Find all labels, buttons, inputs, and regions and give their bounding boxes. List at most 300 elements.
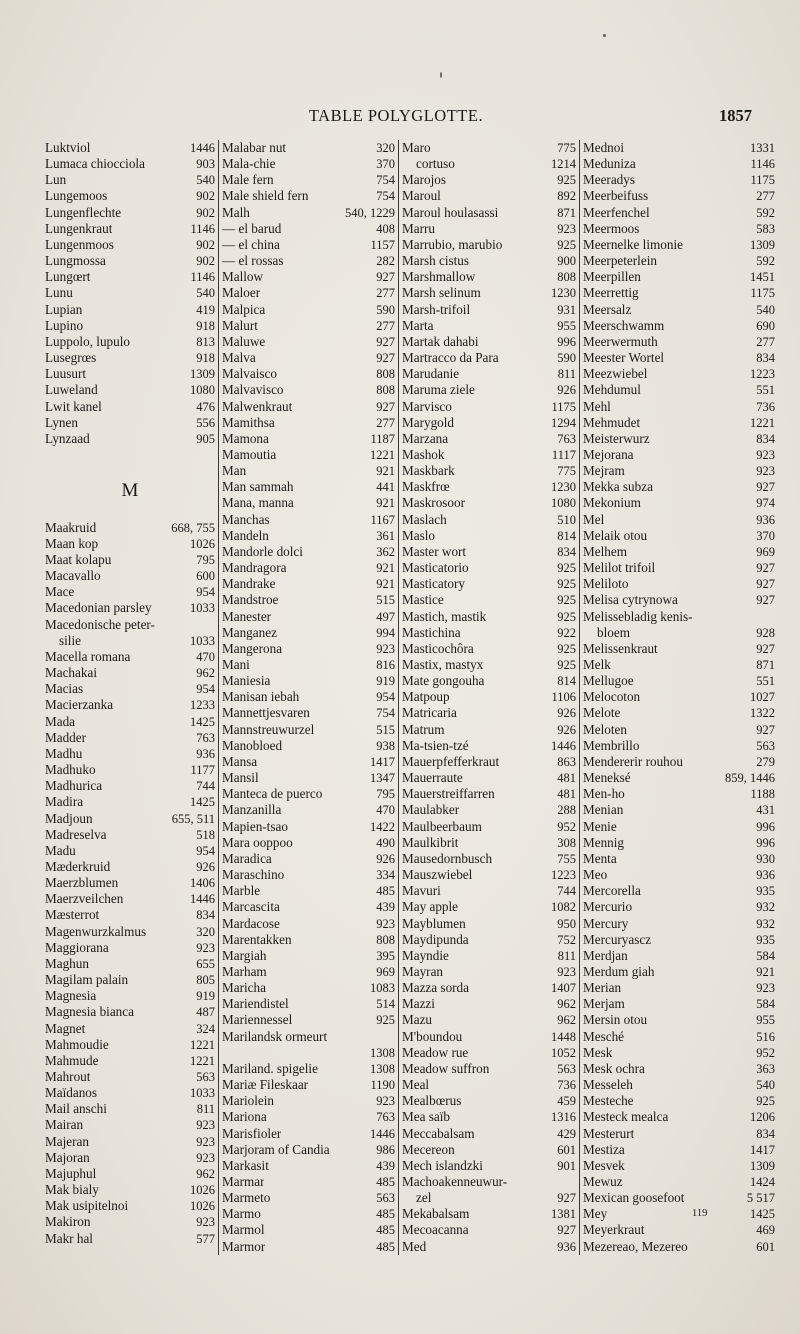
index-entry xyxy=(222,1158,395,1174)
entry-page-ref: 936 xyxy=(557,1239,576,1254)
entry-page-ref: 601 xyxy=(557,1142,576,1157)
entry-term: Meerpeterlein xyxy=(583,253,657,269)
index-entry xyxy=(45,891,215,907)
index-entry xyxy=(583,754,775,770)
entry-term: Mercuryascz xyxy=(583,931,652,947)
entry-term: Mapien-tsao xyxy=(222,818,288,834)
index-entry xyxy=(222,673,395,689)
entry-term: Lungemoos xyxy=(45,188,108,204)
index-entry xyxy=(222,932,395,948)
section-letter-heading: M xyxy=(121,480,139,502)
entry-page-ref: 1221 xyxy=(750,415,775,430)
entry-page-ref: 935 xyxy=(756,884,775,899)
index-entry xyxy=(45,520,215,536)
entry-page-ref: 1316 xyxy=(551,1110,576,1125)
index-entry xyxy=(583,350,775,366)
entry-page-ref: 556 xyxy=(196,415,215,430)
entry-page-ref: 994 xyxy=(376,625,395,640)
index-entry xyxy=(583,1174,775,1190)
entry-term: Mea saïb xyxy=(402,1109,450,1125)
entry-term: Mayndie xyxy=(402,947,449,963)
entry-page-ref: 408 xyxy=(376,221,395,236)
index-entry xyxy=(45,318,215,334)
index-entry xyxy=(45,1117,215,1133)
entry-term: silie xyxy=(59,632,81,648)
entry-page-ref: 1027 xyxy=(750,690,775,705)
entry-page-ref: 954 xyxy=(196,585,215,600)
entry-page-ref: 925 xyxy=(756,1094,775,1109)
index-entry xyxy=(402,382,576,398)
entry-term: Melhem xyxy=(583,543,627,559)
index-entry xyxy=(583,899,775,915)
entry-page-ref: 925 xyxy=(557,593,576,608)
entry-page-ref: 974 xyxy=(756,496,775,511)
entry-page-ref: 288 xyxy=(557,803,576,818)
entry-term: Maulbeerbaum xyxy=(402,818,482,834)
index-entry xyxy=(402,625,576,641)
entry-term: Maydipunda xyxy=(402,931,469,947)
entry-term: Madu xyxy=(45,842,76,858)
index-entry xyxy=(583,770,775,786)
entry-page-ref: 775 xyxy=(557,141,576,155)
entry-page-ref: 320 xyxy=(196,924,215,939)
entry-page-ref: 470 xyxy=(196,649,215,664)
index-entry xyxy=(583,334,775,350)
entry-term: Marentakken xyxy=(222,931,292,947)
entry-page-ref: 923 xyxy=(376,916,395,931)
index-entry xyxy=(583,140,775,156)
entry-page-ref: 1033 xyxy=(190,601,215,616)
entry-term: Mate gongouha xyxy=(402,673,485,689)
index-entry xyxy=(583,560,775,576)
entry-page-ref: 919 xyxy=(376,674,395,689)
entry-term: Marygold xyxy=(402,414,455,430)
entry-term: Mamoutia xyxy=(222,446,277,462)
index-entry xyxy=(583,253,775,269)
entry-page-ref: 282 xyxy=(376,254,395,269)
index-entry xyxy=(583,1206,775,1222)
entry-page-ref: 969 xyxy=(756,544,775,559)
entry-page-ref: 938 xyxy=(376,738,395,753)
index-entry xyxy=(222,1142,395,1158)
entry-page-ref: 690 xyxy=(756,318,775,333)
entry-term: Marcascita xyxy=(222,899,280,915)
index-entry xyxy=(222,399,395,415)
entry-page-ref: 563 xyxy=(376,1191,395,1206)
entry-page-ref: 1033 xyxy=(190,633,215,648)
index-entry xyxy=(45,827,215,843)
entry-term: Meezwiebel xyxy=(583,366,648,382)
entry-page-ref: 540 xyxy=(196,173,215,188)
entry-term: Malh xyxy=(222,204,250,220)
index-entry xyxy=(583,948,775,964)
entry-page-ref: 1221 xyxy=(190,1037,215,1052)
index-entry xyxy=(222,1222,395,1238)
entry-page-ref: 923 xyxy=(376,641,395,656)
index-entry xyxy=(402,899,576,915)
page-header xyxy=(40,106,752,130)
index-entry xyxy=(583,463,775,479)
entry-term: Magnesia xyxy=(45,988,97,1004)
entry-term: Mada xyxy=(45,713,76,729)
entry-page-ref: 1106 xyxy=(551,690,576,705)
index-entry xyxy=(45,1101,215,1117)
index-entry xyxy=(45,1069,215,1085)
index-entry xyxy=(583,495,775,511)
entry-term: Mezereao, Mezereo xyxy=(583,1238,688,1254)
index-entry xyxy=(222,463,395,479)
entry-term: Meerfenchel xyxy=(583,204,650,220)
entry-term: Lungœrt xyxy=(45,269,91,285)
index-entry xyxy=(583,738,775,754)
entry-page-ref: 892 xyxy=(557,189,576,204)
index-entry xyxy=(222,382,395,398)
entry-term: Lusegrœs xyxy=(45,350,97,366)
index-entry xyxy=(222,786,395,802)
entry-term: Mersin otou xyxy=(583,1012,648,1028)
entry-page-ref: 921 xyxy=(376,577,395,592)
entry-page-ref: 1221 xyxy=(370,447,395,462)
index-entry xyxy=(402,156,576,172)
entry-page-ref: 441 xyxy=(376,480,395,495)
index-entry xyxy=(45,746,215,762)
entry-page-ref: 1448 xyxy=(551,1029,576,1044)
entry-term: Meadow rue xyxy=(402,1044,469,1060)
entry-term: Mekonium xyxy=(583,495,641,511)
entry-page-ref: 577 xyxy=(196,1231,215,1246)
entry-page-ref: 923 xyxy=(196,1118,215,1133)
entry-page-ref: 744 xyxy=(196,779,215,794)
entry-page-ref: 811 xyxy=(557,948,576,963)
entry-page-ref: 918 xyxy=(196,351,215,366)
entry-term: Mauerraute xyxy=(402,770,463,786)
index-entry xyxy=(222,1077,395,1093)
index-entry xyxy=(402,916,576,932)
index-entry xyxy=(45,237,215,253)
index-entry xyxy=(402,657,576,673)
entry-term: Markasit xyxy=(222,1157,269,1173)
entry-page-ref: 814 xyxy=(557,674,576,689)
index-entry xyxy=(45,415,215,431)
entry-term: Mangerona xyxy=(222,640,283,656)
entry-term: Marojos xyxy=(402,172,446,188)
entry-term: Marsh-trifoil xyxy=(402,301,471,317)
entry-page-ref: 429 xyxy=(557,1126,576,1141)
entry-page-ref: 600 xyxy=(196,569,215,584)
entry-term: Mehl xyxy=(583,398,611,414)
entry-page-ref: 811 xyxy=(557,367,576,382)
entry-page-ref: 921 xyxy=(376,561,395,576)
index-entry xyxy=(222,447,395,463)
index-entry xyxy=(222,705,395,721)
index-entry xyxy=(45,794,215,810)
entry-page-ref: 755 xyxy=(557,851,576,866)
entry-term: Majuphul xyxy=(45,1165,97,1181)
entry-page-ref: 481 xyxy=(557,787,576,802)
index-entry xyxy=(402,253,576,269)
index-entry xyxy=(45,956,215,972)
index-entry xyxy=(402,528,576,544)
index-entry xyxy=(402,835,576,851)
entry-page-ref: 921 xyxy=(376,496,395,511)
index-entry xyxy=(583,851,775,867)
index-entry xyxy=(583,609,775,625)
entry-term: Meloten xyxy=(583,721,627,737)
index-entry xyxy=(45,188,215,204)
entry-term: Maradica xyxy=(222,850,272,866)
entry-term: Melote xyxy=(583,705,621,721)
index-entry xyxy=(222,916,395,932)
entry-term: Mansil xyxy=(222,770,259,786)
index-entry xyxy=(402,495,576,511)
index-entry xyxy=(583,867,775,883)
entry-page-ref: 923 xyxy=(756,447,775,462)
index-entry xyxy=(402,1109,576,1125)
entry-term: Matpoup xyxy=(402,689,450,705)
entry-page-ref: 926 xyxy=(557,383,576,398)
entry-term: Malpica xyxy=(222,301,266,317)
entry-page-ref: 655, 511 xyxy=(171,811,215,826)
index-entry xyxy=(45,907,215,923)
index-entry xyxy=(222,156,395,172)
entry-page-ref: 834 xyxy=(756,431,775,446)
index-entry xyxy=(583,1222,775,1238)
entry-term: Mandorle dolci xyxy=(222,543,303,559)
entry-page-ref: 361 xyxy=(376,528,395,543)
index-entry xyxy=(45,504,215,520)
entry-page-ref: 514 xyxy=(376,997,395,1012)
index-entry xyxy=(45,366,215,382)
entry-term: Mavuri xyxy=(402,883,441,899)
entry-page-ref: 1117 xyxy=(551,447,576,462)
entry-term: Maniesia xyxy=(222,673,271,689)
index-entry xyxy=(402,576,576,592)
index-entry xyxy=(583,1190,775,1206)
index-entry xyxy=(222,1239,395,1255)
index-entry xyxy=(45,269,215,285)
index-entry xyxy=(45,697,215,713)
entry-page-ref: 954 xyxy=(196,682,215,697)
index-entry xyxy=(45,399,215,415)
entry-term: Magnet xyxy=(45,1020,86,1036)
index-entry xyxy=(222,1190,395,1206)
entry-term: Mariona xyxy=(222,1109,267,1125)
index-entry xyxy=(583,786,775,802)
index-entry xyxy=(45,681,215,697)
entry-term: Lwit kanel xyxy=(45,398,102,414)
index-entry xyxy=(222,867,395,883)
entry-page-ref: 563 xyxy=(756,738,775,753)
index-entry xyxy=(222,754,395,770)
index-entry xyxy=(45,924,215,940)
index-entry xyxy=(222,366,395,382)
entry-term: Mexican goosefoot xyxy=(583,1190,685,1206)
entry-page-ref: 590 xyxy=(557,351,576,366)
entry-page-ref: 1223 xyxy=(551,868,576,883)
entry-term: Mæderkruid xyxy=(45,858,111,874)
entry-term: Meernelke limonie xyxy=(583,236,683,252)
entry-term: Mejram xyxy=(583,463,625,479)
index-entry xyxy=(402,1093,576,1109)
index-entry xyxy=(402,722,576,738)
entry-page-ref: 540 xyxy=(756,1078,775,1093)
entry-term: Mercury xyxy=(583,915,629,931)
entry-term: Maluwe xyxy=(222,333,266,349)
entry-term: Meccabalsam xyxy=(402,1125,475,1141)
entry-page-ref: 592 xyxy=(756,254,775,269)
index-entry xyxy=(222,802,395,818)
entry-page-ref: 1322 xyxy=(750,706,775,721)
entry-term: Luppolo, lupulo xyxy=(45,333,130,349)
index-entry xyxy=(402,302,576,318)
entry-term: Mestiza xyxy=(583,1141,625,1157)
entry-term: Meyerkraut xyxy=(583,1222,645,1238)
entry-term: Mandstroe xyxy=(222,592,279,608)
entry-term: Maskrosoor xyxy=(402,495,466,511)
entry-term: Maghun xyxy=(45,955,89,971)
index-entry xyxy=(402,366,576,382)
index-entry xyxy=(402,964,576,980)
index-entry xyxy=(45,600,215,616)
index-entry xyxy=(402,1045,576,1061)
index-entry xyxy=(402,1077,576,1093)
entry-page-ref: 1230 xyxy=(551,480,576,495)
index-entry xyxy=(402,512,576,528)
entry-term: Mekka subza xyxy=(583,479,653,495)
entry-page-ref: 515 xyxy=(376,593,395,608)
entry-term: Mesché xyxy=(583,1028,625,1044)
entry-term: Meduniza xyxy=(583,156,636,172)
index-entry xyxy=(45,431,215,447)
entry-term: Marzana xyxy=(402,430,449,446)
entry-term: Madhurica xyxy=(45,778,103,794)
index-entry xyxy=(45,172,215,188)
entry-term: — el china xyxy=(222,236,280,252)
index-entry xyxy=(45,350,215,366)
index-entry xyxy=(222,172,395,188)
index-entry xyxy=(402,221,576,237)
entry-page-ref: 954 xyxy=(376,690,395,705)
index-entry xyxy=(402,1239,576,1255)
entry-page-ref: 952 xyxy=(557,819,576,834)
entry-term: Meeradys xyxy=(583,172,635,188)
index-entry xyxy=(402,592,576,608)
index-entry xyxy=(222,285,395,301)
entry-term: Madjoun xyxy=(45,810,93,826)
entry-term: Maloer xyxy=(222,285,261,301)
entry-page-ref: 1190 xyxy=(370,1078,395,1093)
entry-term: Lungmossa xyxy=(45,253,106,269)
entry-page-ref: 795 xyxy=(376,787,395,802)
entry-term: Melaik otou xyxy=(583,527,648,543)
entry-term: Melissenkraut xyxy=(583,640,658,656)
entry-page-ref: 834 xyxy=(756,1126,775,1141)
entry-term: Meerwermuth xyxy=(583,333,658,349)
entry-term: Men-ho xyxy=(583,786,625,802)
entry-term: Mahmude xyxy=(45,1052,99,1068)
page-number: 1857 xyxy=(719,106,752,125)
index-entry xyxy=(222,140,395,156)
index-entry xyxy=(45,536,215,552)
entry-page-ref: 1157 xyxy=(370,237,395,252)
entry-term: Lupino xyxy=(45,317,84,333)
entry-term: Mak bialy xyxy=(45,1182,99,1198)
index-entry xyxy=(45,1004,215,1020)
entry-page-ref: 932 xyxy=(756,900,775,915)
index-entry xyxy=(45,1037,215,1053)
entry-term: Manzanilla xyxy=(222,802,282,818)
index-entry xyxy=(222,512,395,528)
index-entry xyxy=(583,512,775,528)
entry-page-ref: 871 xyxy=(557,205,576,220)
entry-term: Mahrout xyxy=(45,1069,91,1084)
index-entry xyxy=(402,463,576,479)
index-entry xyxy=(583,1061,775,1077)
entry-term: Mandeln xyxy=(222,527,269,543)
entry-page-ref: 900 xyxy=(557,254,576,269)
entry-page-ref: 936 xyxy=(756,868,775,883)
entry-page-ref: 308 xyxy=(557,835,576,850)
entry-term: Manteca de puerco xyxy=(222,786,323,802)
entry-term: Maskbark xyxy=(402,463,455,479)
entry-term: Mardacose xyxy=(222,915,280,931)
entry-term: Lun xyxy=(45,172,67,188)
entry-term: Marble xyxy=(222,883,261,899)
entry-term: Mech islandzki xyxy=(402,1157,483,1173)
entry-page-ref: 431 xyxy=(756,803,775,818)
entry-page-ref: 370 xyxy=(756,528,775,543)
entry-page-ref: 485 xyxy=(376,1207,395,1222)
entry-page-ref: 563 xyxy=(196,1070,215,1084)
index-entry xyxy=(45,811,215,827)
index-entry xyxy=(402,754,576,770)
entry-page-ref: 901 xyxy=(557,1158,576,1173)
entry-page-ref: 1417 xyxy=(370,754,395,769)
index-entry xyxy=(583,479,775,495)
index-entry xyxy=(583,1077,775,1093)
entry-page-ref: 277 xyxy=(756,334,775,349)
entry-page-ref: 928 xyxy=(756,625,775,640)
entry-page-ref: 540 xyxy=(196,286,215,301)
entry-page-ref: 516 xyxy=(756,1029,775,1044)
index-entry xyxy=(583,819,775,835)
entry-term: Mace xyxy=(45,584,75,600)
entry-page-ref: 927 xyxy=(756,593,775,608)
entry-page-ref: 969 xyxy=(376,964,395,979)
entry-term: Merjam xyxy=(583,996,625,1012)
entry-page-ref: 1146 xyxy=(190,270,215,285)
entry-term: Merdum giah xyxy=(583,963,655,979)
index-entry xyxy=(402,560,576,576)
entry-term: Lumaca chiocciola xyxy=(45,156,145,172)
index-entry xyxy=(45,1166,215,1182)
entry-term: Mecoacanna xyxy=(402,1222,469,1238)
index-entry xyxy=(583,285,775,301)
entry-term: Ma-tsien-tzé xyxy=(402,737,469,753)
index-entry xyxy=(402,851,576,867)
index-entry xyxy=(222,415,395,431)
index-entry xyxy=(222,948,395,964)
entry-page-ref: 1381 xyxy=(551,1207,576,1222)
entry-term: Macias xyxy=(45,681,84,697)
index-entry xyxy=(222,318,395,334)
entry-page-ref: 370 xyxy=(376,157,395,172)
index-entry xyxy=(45,1182,215,1198)
entry-page-ref: 277 xyxy=(756,189,775,204)
entry-term: Macella romana xyxy=(45,648,131,664)
index-entry xyxy=(583,1029,775,1045)
index-entry xyxy=(402,415,576,431)
